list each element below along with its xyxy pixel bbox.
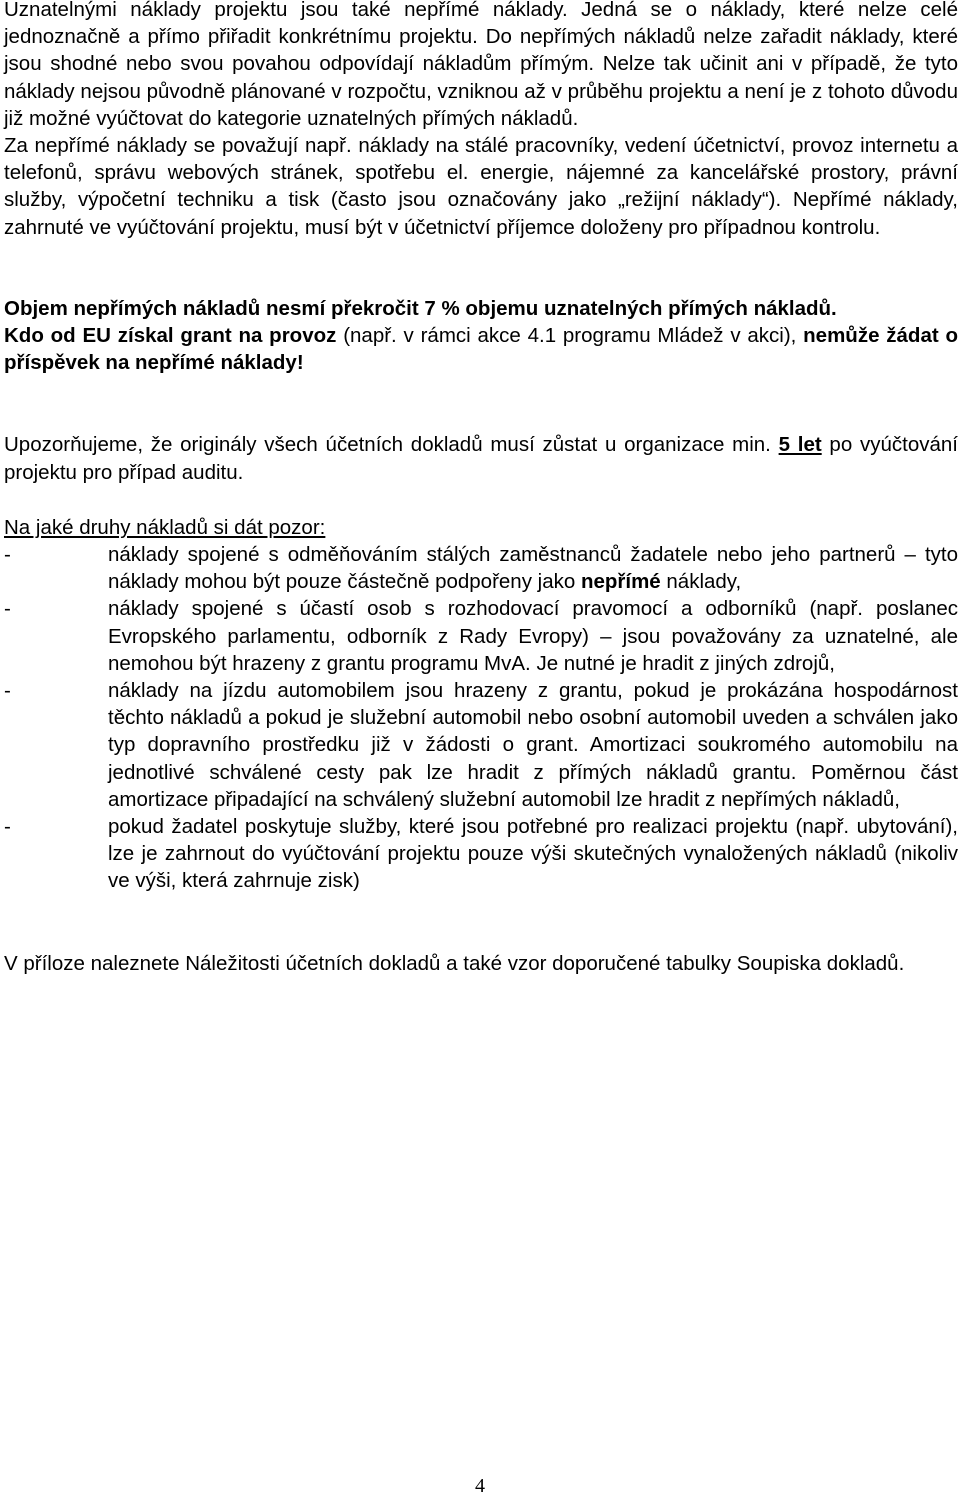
list-item-text: pokud žadatel poskytuje služby, které jsou potřebné pro realizaci projektu (např. ubytování), lze je zahrnout do vyúčtování projektu pouze výši skutečných vynaložených nákladů (nikoliv ve výši, která zahrnuje zisk) <box>108 815 958 893</box>
costs-list <box>4 541 958 895</box>
list-dash: - <box>4 815 11 839</box>
indirect-costs-examples: Za nepřímé náklady se považují např. náklady na stálé pracovníky, vedení účetnictví, provoz internetu a telefonů, správu webových stránek, spotřebu el. energie, nájemné za kancelářské prostory, právní služby, výpočetní techniku a tisk (často jsou označovány jako „režijní náklady“). <box>4 134 958 212</box>
grant-rule-note: (např. v rámci akce 4.1 programu Mládež v akci), <box>336 324 804 348</box>
list-dash: - <box>4 543 11 567</box>
limit-rule-text: Objem nepřímých nákladů nesmí překročit 7 % objemu uznatelných přímých nákladů. <box>4 296 837 320</box>
archive-warning-text: Upozorňujeme, že originály všech účetních dokladů musí zůstat u organizace min. <box>4 433 779 457</box>
list-item-text: náklady spojené s účastí osob s rozhodovací pravomocí a odborníků (např. poslanec Evropského parlamentu, odborník z Rady Evropy) – jsou považovány za uznatelné, ale nemohou být hrazeny z grantu programu MvA. Je nutné je hradit z jiných zdrojů, <box>108 597 958 675</box>
list-dash: - <box>4 597 11 621</box>
grant-rule-lead: Kdo od EU získal grant na provoz <box>4 324 337 348</box>
list-item-text: náklady spojené s odměňováním stálých zaměstnanců žadatele nebo jeho partnerů – tyto náklady mohou být pouze částečně podpořeny jako <box>108 543 958 594</box>
list-item <box>4 813 958 895</box>
list-item <box>4 677 958 813</box>
costs-heading <box>4 514 958 541</box>
list-item <box>4 595 958 677</box>
grant-rule-conclusion: nemůže žádat o příspěvek na nepřímé náklady! <box>4 324 959 375</box>
list-item-emphasis: nepřímé <box>580 570 661 594</box>
archive-warning <box>4 431 958 485</box>
appendix-note: V příloze naleznete Náležitosti účetních dokladů a také vzor doporučené tabulky Soupiska dokladů. <box>4 951 905 975</box>
grant-rule <box>4 322 958 376</box>
page-number: 4 <box>475 1475 485 1497</box>
document-page <box>4 0 958 977</box>
list-dash: - <box>4 679 11 703</box>
list-item-tail: náklady, <box>660 570 742 594</box>
archive-period: 5 let <box>778 433 822 457</box>
list-item-text: náklady na jízdu automobilem jsou hrazeny z grantu, pokud je prokázána hospodárnost těchto nákladů a pokud je služební automobil nebo osobní automobil uveden a schválen jako typ dopravního prostředku již v žádosti o grant. Amortizaci soukromého automobilu na jednotlivé schválené cesty pak lze hradit z přímých nákladů grantu. Poměrnou část amortizace připadající na schválený služební automobil lze hradit z nepřímých nákladů, <box>108 679 958 811</box>
archive-warning-tail: po vyúčtování projektu pro případ auditu. <box>4 433 958 484</box>
indirect-costs-paragraph <box>4 132 958 241</box>
limit-rule <box>4 295 958 322</box>
costs-heading-text: Na jaké druhy nákladů si dát pozor: <box>4 515 326 539</box>
list-item <box>4 541 958 595</box>
indirect-costs-proof: Nepřímé náklady, zahrnuté ve vyúčtování projektu, musí být v účetnictví příjemce doloženy pro případnou kontrolu. <box>4 188 958 239</box>
intro-paragraph: Uznatelnými náklady projektu jsou také nepřímé náklady. Jedná se o náklady, které nelze celé jednoznačně a přímo přiřadit konkrétnímu projektu. Do nepřímých nákladů nelze zařadit náklady, které jsou shodné nebo svou povahou odpovídají nákladům přímým. Nelze tak učinit ani v případě, že tyto náklady nejsou původně plánované v rozpočtu, vzniknou až v průběhu projektu a není je z tohoto důvodu již možné vyúčtovat do kategorie uznatelných přímých nákladů. <box>4 0 958 130</box>
